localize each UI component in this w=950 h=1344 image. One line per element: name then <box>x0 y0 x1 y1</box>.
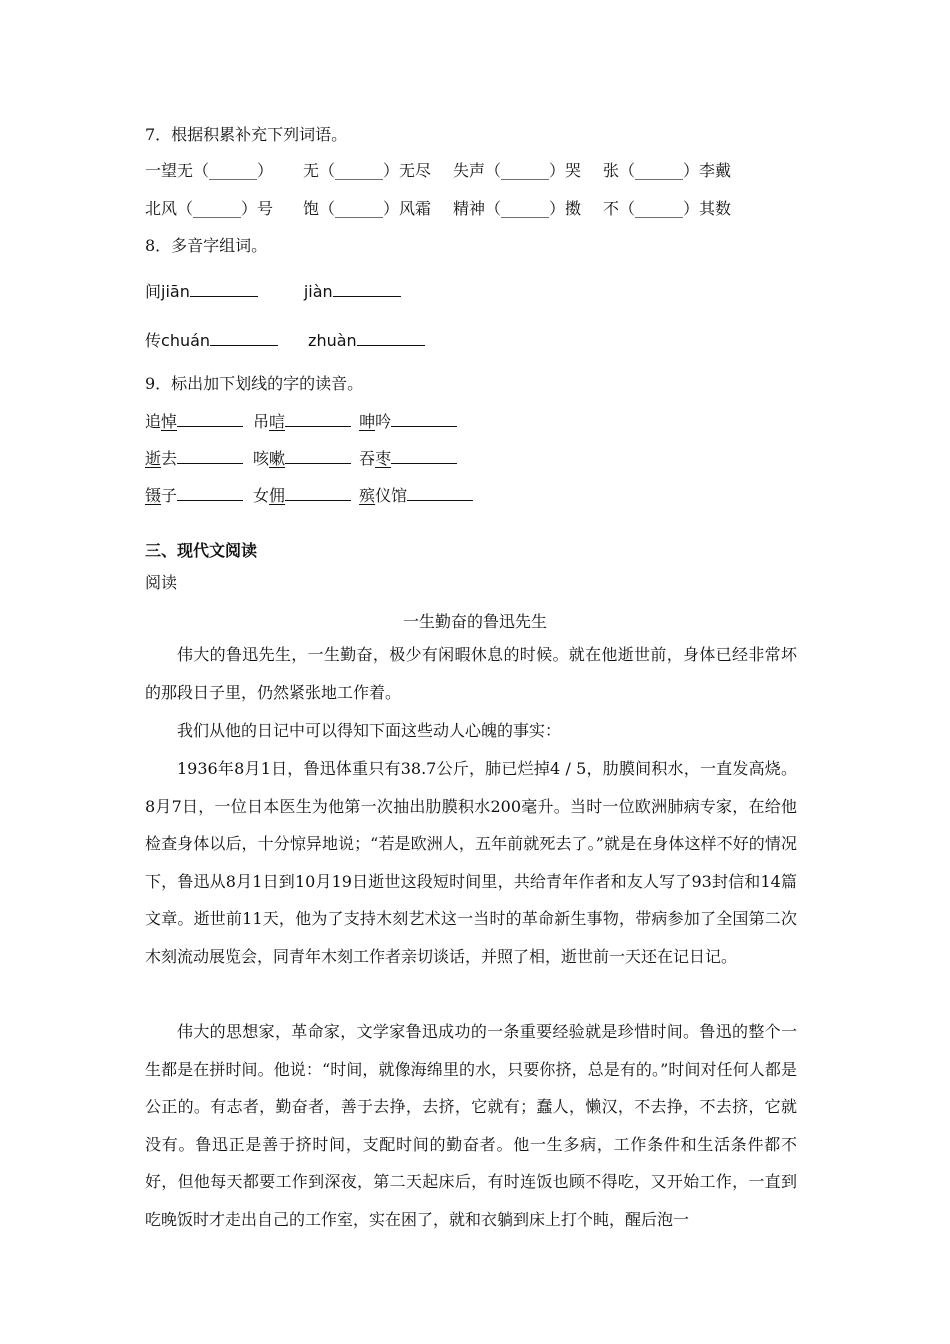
q8-r1-blank2[interactable] <box>333 280 401 297</box>
q7-r1-item3: 失声（______）哭 <box>453 161 582 180</box>
q7-r1-item2: 无（______）无尽 <box>303 161 432 180</box>
q9-title: 9．标出加下划线的字的读音。 <box>145 374 364 393</box>
q8-r2-blank1[interactable] <box>210 329 278 346</box>
q7-row1 <box>145 160 731 182</box>
q9-item: 咳嗽 <box>253 449 351 468</box>
q9-blank[interactable] <box>285 484 351 501</box>
q8-title: 8．多音字组词。 <box>145 236 268 255</box>
q7-r1-item4: 张（______）李戴 <box>603 161 732 180</box>
section-subheading: 阅读 <box>145 573 178 592</box>
q9-blank[interactable] <box>391 410 457 427</box>
q9-row3 <box>145 484 473 507</box>
q8-row1 <box>145 280 401 303</box>
q9-item: 女佣 <box>253 486 351 505</box>
q7-r2-item4: 不（______）其数 <box>603 199 732 218</box>
q9-blank[interactable] <box>285 410 351 427</box>
q9-item: 呻吟 <box>359 412 457 431</box>
q9-item: 逝去 <box>145 449 243 468</box>
q9-blank[interactable] <box>407 484 473 501</box>
article-title: 一生勤奋的鲁迅先生 <box>402 612 547 631</box>
q8-row2 <box>145 329 425 352</box>
q9-blank[interactable] <box>391 447 457 464</box>
q9-blank[interactable] <box>177 410 243 427</box>
q9-blank[interactable] <box>177 484 243 501</box>
q7-r2-item2: 饱（______）风霜 <box>303 199 432 218</box>
q8-r1-pinyin2: jiàn <box>303 282 333 301</box>
article-paragraph-3: 1936年8月1日，鲁迅体重只有38.7公斤，肺已烂掉4 / 5，肋膜间积水，一直发高烧。8月7日，一位日本医生为他第一次抽出肋膜积水200毫升。当时一位欧洲肺病专家，在给他检查身体以后，十分惊异地说；“若是欧洲人，五年前就死去了。”就是在身体这样不好的情况下，鲁迅从8月1日到10月19日逝世这段短时间里，共给青年作者和友人写了93封信和14篇文章。逝世前11天，他为了支持木刻艺术这一当时的革命新生事物，带病参加了全国第二次木刻流动展览会，同青年木刻工作者亲切谈话，并照了相，逝世前一天还在记日记。 <box>145 759 797 966</box>
q7-r1-item1: 一望无（______） <box>145 161 274 180</box>
q9-item: 吊唁 <box>253 412 351 431</box>
q8-r1-char: 间 <box>145 282 162 301</box>
q8-r1-pinyin1: jiān <box>161 282 190 301</box>
q9-item: 追悼 <box>145 412 243 431</box>
q9-item: 殡仪馆 <box>359 486 473 505</box>
q9-item: 镊子 <box>145 486 243 505</box>
q8-r1-blank1[interactable] <box>190 280 258 297</box>
q9-blank[interactable] <box>177 447 243 464</box>
q9-blank[interactable] <box>285 447 351 464</box>
q7-r2-item1: 北风（______）号 <box>145 199 274 218</box>
article-paragraph-4: 伟大的思想家，革命家，文学家鲁迅成功的一条重要经验就是珍惜时间。鲁迅的整个一生都是在拼时间。他说：“时间，就像海绵里的水，只要你挤，总是有的。”时间对任何人都是公正的。有志者，勤奋者，善于去挣，去挤，它就有；蠢人，懒汉，不去挣，不去挤，它就没有。鲁迅正是善于挤时间，支配时间的勤奋者。他一生多病，工作条件和生活条件都不好，但他每天都要工作到深夜，第二天起床后，有时连饭也顾不得吃，又开始工作，一直到吃晚饭时才走出自己的工作室，实在困了，就和衣躺到床上打个盹，醒后泡一 <box>145 1022 797 1229</box>
q9-row1 <box>145 410 457 433</box>
section-heading: 三、现代文阅读 <box>145 541 258 560</box>
q9-item: 吞枣 <box>359 449 457 468</box>
q8-r2-char: 传 <box>145 331 162 350</box>
q8-r2-pinyin2: zhuàn <box>308 331 357 350</box>
q8-r2-pinyin1: chuán <box>161 331 211 350</box>
q7-r2-item3: 精神（______）擞 <box>453 199 582 218</box>
article-paragraph-1: 伟大的鲁迅先生，一生勤奋，极少有闲暇休息的时候。就在他逝世前，身体已经非常坏的那段日子里，仍然紧张地工作着。 <box>145 645 797 702</box>
article-paragraph-2: 我们从他的日记中可以得知下面这些动人心魄的事实： <box>177 721 562 740</box>
q7-title: 7．根据积累补充下列词语。 <box>145 125 348 144</box>
q9-row2 <box>145 447 457 470</box>
q8-r2-blank2[interactable] <box>357 329 425 346</box>
q7-row2 <box>145 198 731 220</box>
